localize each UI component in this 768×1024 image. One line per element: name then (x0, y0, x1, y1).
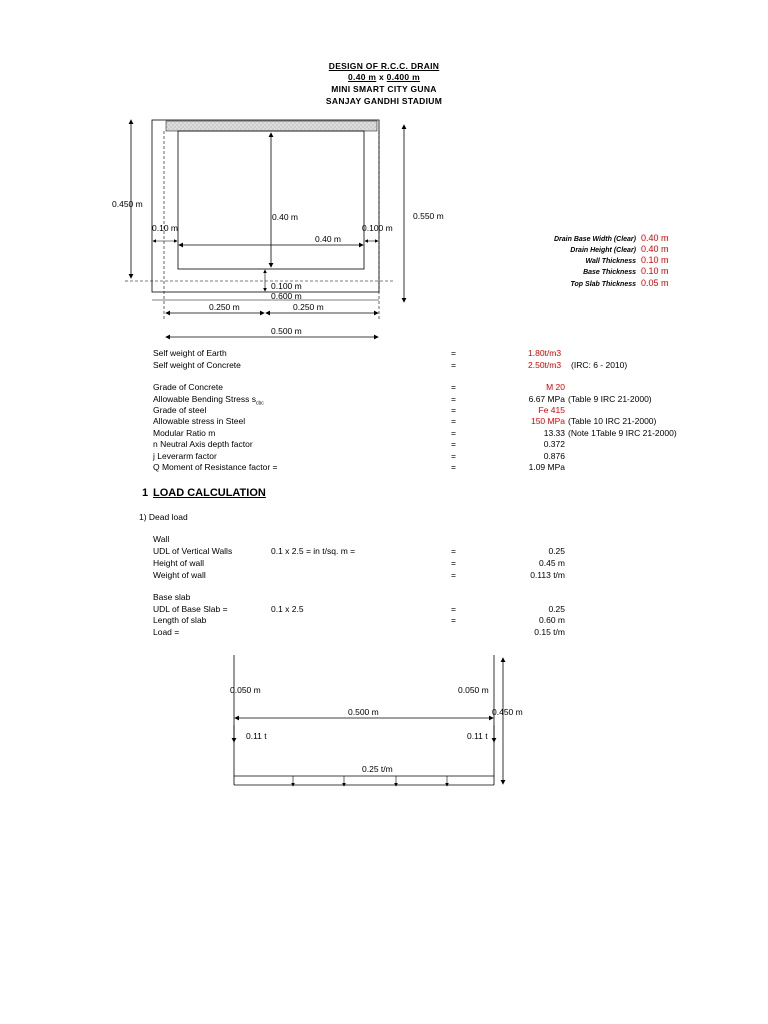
wall-heading: Wall (153, 534, 170, 544)
drain-size-height: 0.400 m (386, 72, 420, 82)
concrete-weight-value: 2.50t/m3 (528, 360, 562, 370)
param-value-wall: 0.10 m (641, 255, 669, 265)
param-label-top-slab: Top Slab Thickness (570, 281, 636, 288)
load-span-label: 0.500 m (348, 707, 379, 717)
param-label-base: Base Thickness (583, 269, 636, 276)
right-wall-label: 0.100 m (362, 223, 393, 233)
moment-resistance-value: 1.09 MPa (528, 462, 565, 472)
moment-resistance-label: Q Moment of Resistance factor = (153, 462, 278, 472)
load-right-offset: 0.050 m (458, 685, 489, 695)
modular-ratio-ref: (Note 1Table 9 IRC 21-2000) (568, 428, 677, 438)
weight-wall-label: Weight of wall (153, 570, 206, 580)
modular-ratio-label: Modular Ratio m (153, 428, 216, 438)
leverarm-value: 0.876 (543, 451, 565, 461)
half-left-label: 0.250 m (209, 302, 240, 312)
earth-weight-eq: = (451, 348, 456, 358)
height-wall-label: Height of wall (153, 558, 205, 568)
modular-ratio-value: 13.33 (543, 428, 565, 438)
param-value-top-slab: 0.05 m (641, 278, 669, 288)
height-wall-value: 0.45 m (539, 558, 565, 568)
length-slab-label: Length of slab (153, 615, 207, 625)
centre-span-label: 0.500 m (271, 326, 302, 336)
udl-walls-value: 0.25 (548, 546, 565, 556)
load-height-label: 0.450 m (492, 707, 523, 717)
grade-steel-label: Grade of steel (153, 405, 207, 415)
drain-size-width: 0.40 m (348, 72, 377, 82)
neutral-axis-value: 0.372 (543, 439, 565, 449)
bending-stress-label-text: Allowable Bending Stress s (153, 394, 257, 404)
param-label-wall: Wall Thickness (585, 258, 636, 265)
dead-load-label: 1) Dead load (139, 512, 188, 522)
left-wall-label: 0.10 m (152, 223, 178, 233)
param-label-base-width: Drain Base Width (Clear) (553, 236, 636, 243)
neutral-axis-label: n Neutral Axis depth factor (153, 439, 253, 449)
steel-stress-eq: = (451, 416, 456, 426)
length-slab-value: 0.60 m (539, 615, 565, 625)
grade-concrete-eq: = (451, 382, 456, 392)
bending-stress-value: 6.67 MPa (528, 394, 565, 404)
param-value-height: 0.40 m (641, 244, 669, 254)
base-slab-heading: Base slab (153, 592, 191, 602)
steel-stress-ref: (Table 10 IRC 21-2000) (568, 416, 657, 426)
base-thickness-label: 0.100 m (271, 281, 302, 291)
page-title: DESIGN OF R.C.C. DRAIN (328, 61, 440, 71)
concrete-weight-eq: = (451, 360, 456, 370)
section-title: LOAD CALCULATION (153, 487, 266, 499)
param-label-height: Drain Height (Clear) (570, 247, 636, 254)
load-label: Load = (153, 627, 180, 637)
length-slab-eq: = (451, 615, 456, 625)
grade-concrete-label: Grade of Concrete (153, 382, 223, 392)
inner-height-label: 0.40 m (272, 212, 298, 222)
site-name: SANJAY GANDHI STADIUM (325, 96, 443, 106)
param-value-base-width: 0.40 m (641, 233, 669, 243)
udl-label: 0.25 t/m (362, 764, 393, 774)
load-left-offset: 0.050 m (230, 685, 261, 695)
weight-wall-eq: = (451, 570, 456, 580)
load-value: 0.15 t/m (534, 627, 565, 637)
drain-size-times: x (378, 72, 384, 82)
height-wall-eq: = (451, 558, 456, 568)
project-name: MINI SMART CITY GUNA (331, 84, 437, 94)
weight-wall-value: 0.113 t/m (530, 570, 565, 580)
right-height-label: 0.550 m (413, 211, 444, 221)
udl-base-formula: 0.1 x 2.5 (271, 604, 304, 614)
udl-base-label: UDL of Base Slab = (153, 604, 228, 614)
param-value-base: 0.10 m (641, 266, 669, 276)
grade-steel-eq: = (451, 405, 456, 415)
moment-resistance-eq: = (451, 462, 456, 472)
total-width-label: 0.600 m (271, 291, 302, 301)
right-point-load: 0.11 t (467, 731, 488, 741)
udl-walls-eq: = (451, 546, 456, 556)
neutral-axis-eq: = (451, 439, 456, 449)
leverarm-label: j Leverarm factor (153, 451, 217, 461)
leverarm-eq: = (451, 451, 456, 461)
grade-concrete-value: M 20 (546, 382, 565, 392)
half-right-label: 0.250 m (293, 302, 324, 312)
earth-weight-label: Self weight of Earth (153, 348, 227, 358)
concrete-weight-ref: (IRC: 6 - 2010) (571, 360, 628, 370)
grade-steel-value: Fe 415 (538, 405, 565, 415)
bending-stress-eq: = (451, 394, 456, 404)
modular-ratio-eq: = (451, 428, 456, 438)
left-height-label: 0.450 m (112, 199, 143, 209)
udl-base-eq: = (451, 604, 456, 614)
udl-base-value: 0.25 (548, 604, 565, 614)
steel-stress-value: 150 MPa (530, 416, 565, 426)
bending-stress-ref: (Table 9 IRC 21-2000) (568, 394, 652, 404)
earth-weight-value: 1.80t/m3 (528, 348, 562, 358)
left-point-load: 0.11 t (246, 731, 267, 741)
udl-walls-formula: 0.1 x 2.5 = in t/sq. m = (271, 546, 356, 556)
steel-stress-label: Allowable stress in Steel (153, 416, 246, 426)
inner-width-label: 0.40 m (315, 234, 341, 244)
bending-stress-subscript: cbc (256, 400, 264, 407)
udl-walls-label: UDL of Vertical Walls (153, 546, 233, 556)
concrete-weight-label: Self weight of Concrete (153, 360, 241, 370)
section-number: 1 (142, 487, 149, 499)
